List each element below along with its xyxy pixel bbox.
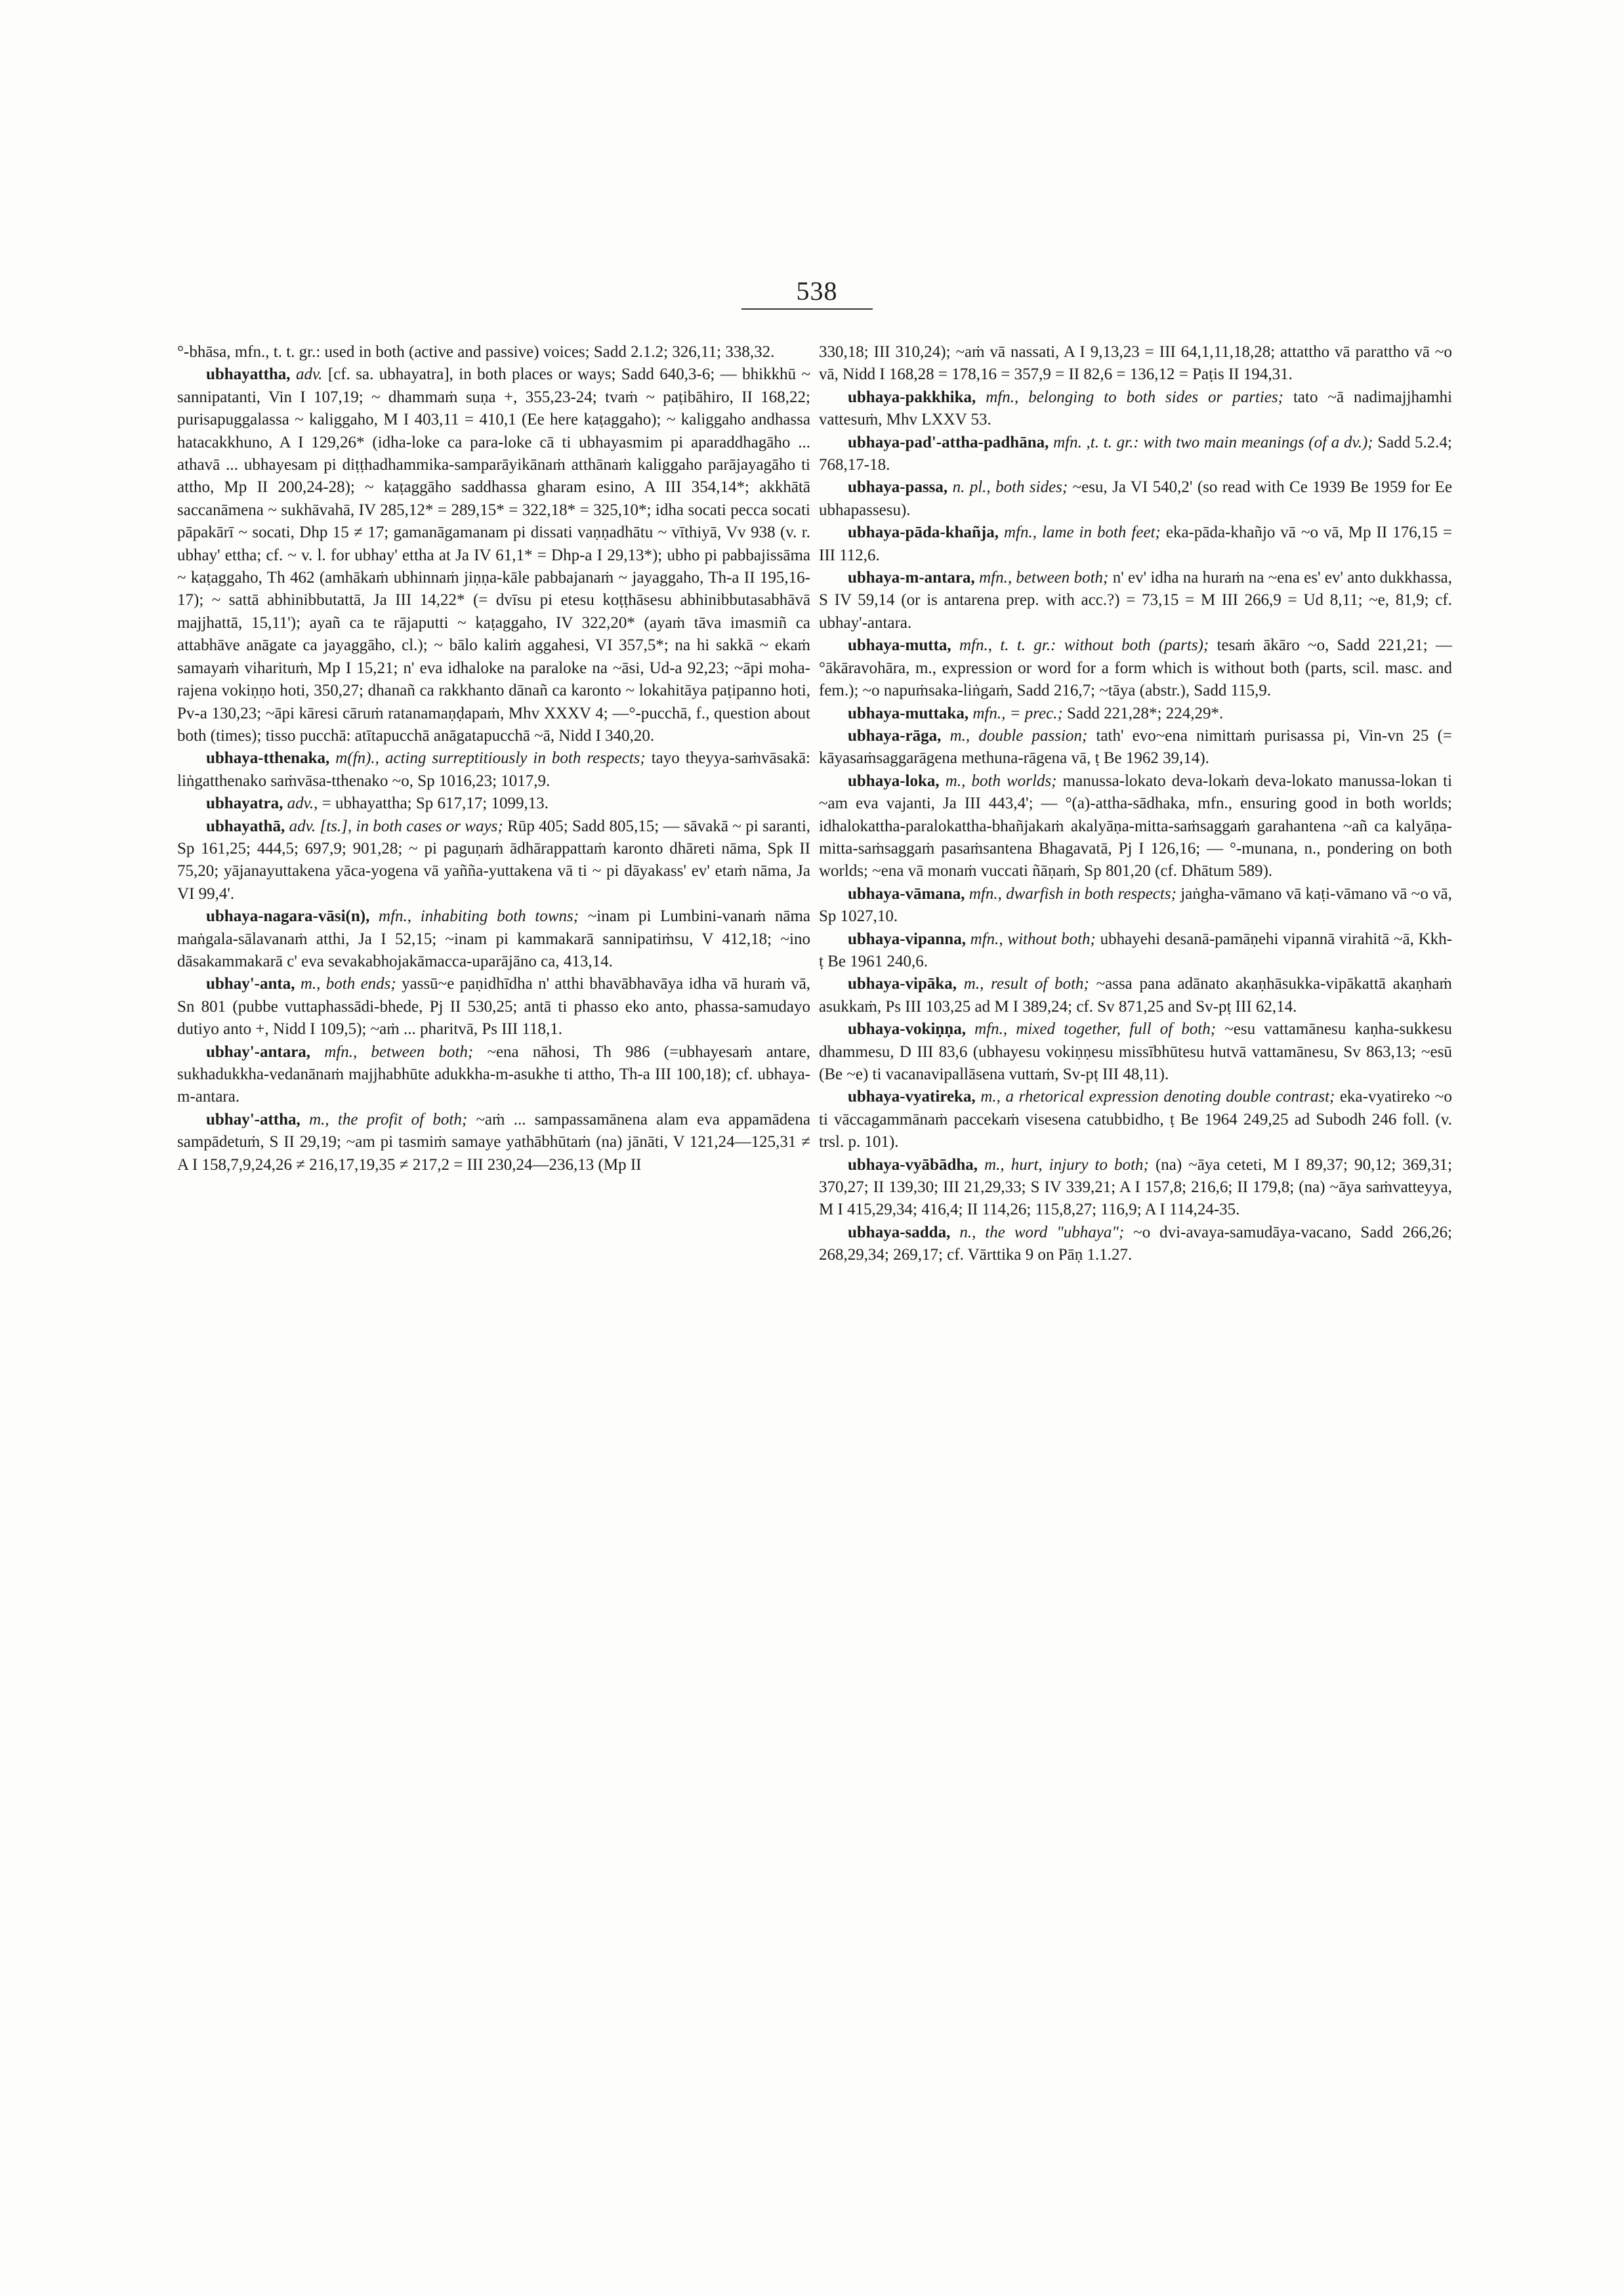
page-number: 538 bbox=[796, 276, 838, 306]
entry-body: tesaṁ ākāro ~o, Sadd 221,21; — °ākāravohāra, m., expression or word for a form which is without both (parts, scil. masc. and fem.); ~o napuṁsaka-liṅgaṁ, Sadd 216,7; ~tāya (abstr.), Sadd 115,9. bbox=[819, 636, 1452, 700]
dictionary-entry bbox=[819, 703, 1452, 725]
definition: between both; bbox=[1016, 569, 1109, 587]
dictionary-entry bbox=[177, 905, 810, 973]
definition: between both; bbox=[371, 1043, 474, 1061]
grammatical-category: m(fn)., bbox=[335, 749, 379, 768]
headword: ubhayathā, bbox=[206, 817, 285, 835]
dictionary-entry bbox=[177, 973, 810, 1041]
grammatical-category: m., bbox=[984, 1155, 1005, 1174]
entry-body: manussa-lokato deva-lokaṁ deva-lokato manussa-lokan ti ~am eva vajanti, Ja III 443,4'; — °(a)-attha-sādhaka, mfn., ensuring good in both worlds; idhalokattha-paralokattha-bhañjakaṁ akalyāṇa-mitta-saṁsaggaṁ garahantena ~añ ca kalyāṇa-mitta-saṁsaggaṁ pasaṁsantena Bhagavatā, Pj I 126,16; — °-munana, n., pondering on both worlds; ~ena vā monaṁ vuccati ñāṇaṁ, Sp 801,20 (cf. Dhātum 589). bbox=[819, 772, 1453, 880]
grammatical-category: adv. bbox=[295, 365, 323, 384]
dictionary-entry bbox=[177, 747, 810, 793]
dictionary-entry bbox=[819, 883, 1452, 928]
definition: both ends; bbox=[325, 975, 396, 993]
dictionary-entry bbox=[819, 386, 1452, 432]
headword: ubhay'-antara, bbox=[206, 1043, 311, 1061]
definition: the word "ubhaya"; bbox=[985, 1223, 1125, 1241]
headword: ubhaya-sadda, bbox=[848, 1223, 951, 1241]
grammatical-category: m., bbox=[309, 1110, 329, 1128]
dictionary-entry bbox=[177, 793, 810, 815]
definition: = prec.; bbox=[1009, 704, 1063, 722]
definition: mixed together, full of both; bbox=[1016, 1020, 1217, 1039]
entry-body: n' ev' idha na huraṁ na ~ena es' ev' anto dukkhassa, S IV 59,14 (or is antarena prep. with acc.?) = 73,15 = M III 266,9 = Ud 8,11; ~e, 81,9; cf. ubhay'-antara. bbox=[819, 569, 1453, 632]
grammatical-category: m., bbox=[949, 726, 970, 745]
entry-body: = ubhayattha; Sp 617,17; 1099,13. bbox=[322, 795, 549, 813]
entry-body: 330,18; III 310,24); ~aṁ vā nassati, A I 9,13,23 = III 64,1,11,18,28; attattho vā parattho vā ~o vā, Nidd I 168,28 = 178,16 = 357,9 = II 82,6 = 136,12 = Paṭis II 194,31. bbox=[819, 343, 1452, 384]
headword: ubhay'-attha, bbox=[206, 1110, 301, 1128]
entry-body: eka-pāda-khañjo vā ~o vā, Mp II 176,15 = III 112,6. bbox=[819, 524, 1453, 564]
entry-body: jaṅgha-vāmano vā kaṭi-vāmano vā ~o vā, Sp 1027,10. bbox=[819, 884, 1452, 926]
dictionary-entry bbox=[819, 725, 1452, 770]
definition: hurt, injury to both; bbox=[1010, 1155, 1149, 1174]
dictionary-entry bbox=[819, 341, 1452, 386]
grammatical-category: mfn., bbox=[974, 1020, 1008, 1039]
dictionary-entry bbox=[177, 1041, 810, 1109]
grammatical-category: mfn., bbox=[979, 569, 1012, 587]
headword: ubhaya-pad'-attha-padhāna, bbox=[848, 433, 1049, 451]
dictionary-entry bbox=[177, 341, 810, 363]
headword: ubhaya-vāmana, bbox=[848, 884, 965, 903]
headword: ubhaya-vipāka, bbox=[848, 975, 957, 993]
entry-body: Rūp 405; Sadd 805,15; — sāvakā ~ pi saranti, Sp 161,25; 444,5; 697,9; 901,28; ~ pi paguṇaṁ ādhārappattaṁ karonto dhāreti nāma, Spk II 75,20; yājanayuttakena yāca-yogena vā yañña-yuttakena vā ti ~ pi dāyakass' ev' etaṁ nāma, Ja VI 99,4'. bbox=[177, 817, 811, 903]
grammatical-category: adv., bbox=[287, 795, 318, 813]
entry-body: tath' evo~ena nimittaṁ purisassa pi, Vin-vn 25 (= kāyasaṁsaggarāgena methuna-rāgena vā, ṭ Be 1962 39,14). bbox=[819, 726, 1452, 768]
definition: both sides; bbox=[995, 478, 1068, 497]
headword: ubhaya-rāga, bbox=[848, 726, 942, 745]
grammatical-category: m., bbox=[945, 772, 966, 790]
headword: ubhaya-vokiṇṇa, bbox=[848, 1020, 966, 1039]
dictionary-entry bbox=[819, 1018, 1452, 1086]
right-column bbox=[819, 341, 1452, 1267]
dictionary-entry bbox=[819, 432, 1452, 477]
grammatical-category: mfn., bbox=[379, 907, 412, 926]
dictionary-entry bbox=[819, 567, 1452, 634]
dictionary-entry bbox=[819, 1086, 1452, 1153]
grammatical-category: n., bbox=[959, 1223, 976, 1241]
dictionary-entry bbox=[819, 522, 1452, 567]
dictionary-entry bbox=[819, 1154, 1452, 1222]
entry-body: ~ena nāhosi, Th 986 (=ubhayesaṁ antare, sukhadukkha-vedanānaṁ majjhabhūte adukkha-m-asukhe ti attho, Th-a III 100,18); cf. ubhaya-m-antara. bbox=[177, 1043, 811, 1106]
headword: ubhaya-pakkhika, bbox=[848, 388, 976, 406]
entry-body: °-bhāsa, mfn., t. t. gr.: used in both (active and passive) voices; Sadd 2.1.2; 326,11; 338,32. bbox=[177, 343, 775, 361]
entry-body: tato ~ā nadimajjhamhi vattesuṁ, Mhv LXXV 53. bbox=[819, 388, 1453, 429]
grammatical-category: mfn., bbox=[324, 1043, 358, 1061]
headword: ubhaya-vipanna, bbox=[848, 930, 966, 948]
headword: ubhaya-vyatireka, bbox=[848, 1088, 976, 1106]
definition: a rhetorical expression denoting double contrast; bbox=[1005, 1088, 1335, 1106]
headword: ubhaya-pāda-khañja, bbox=[848, 524, 999, 542]
entry-body: ~esu vattamānesu kaṇha-sukkesu dhammesu, D III 83,6 (ubhayesu vokiṇṇesu missībhūtesu hutvā vattamānesu, Sv 863,13; ~esū (Be ~e) ti vacanavipallāsena vuttaṁ, Sv-pṭ III 48,11). bbox=[819, 1020, 1453, 1083]
entry-body: Sadd 5.2.4; 768,17-18. bbox=[819, 433, 1452, 474]
definition: both worlds; bbox=[971, 772, 1057, 790]
headword: ubhaya-m-antara, bbox=[848, 569, 975, 587]
grammatical-category: mfn., bbox=[972, 704, 1006, 722]
entry-body: ~aṁ ... sampassamānena alam eva appamādena sampādetuṁ, S II 29,19; ~am pi tasmiṁ samaye yathābhūtaṁ (na) jānāti, V 121,24—125,31 ≠ A I 158,7,9,24,26 ≠ 216,17,19,35 ≠ 217,2 = III 230,24—236,13 (Mp II bbox=[177, 1110, 810, 1174]
grammatical-category: mfn., bbox=[986, 388, 1019, 406]
grammatical-category: mfn. ,t. t. gr.: bbox=[1053, 433, 1139, 451]
entry-body: yassū~e paṇidhīdha n' atthi bhavābhavāya idha vā huraṁ vā, Sn 801 (pubbe vuttaphassādi-bhede, Pj II 530,25; antā ti phasso eko anto, phassa-samudayo dutiyo anto +, Nidd I 109,5); ~aṁ ... pharitvā, Ps III 118,1. bbox=[177, 975, 811, 1039]
entry-body: [cf. sa. ubhayatra], in both places or ways; Sadd 640,3-6; — bhikkhū ~ sannipatanti, Vin I 107,19; ~ dhammaṁ suṇa +, 355,23-24; tvaṁ ~ paṭibāhiro, II 168,22; purisapuggalassa ~ kaliggaho, M I 403,11 = 410,1 (Ee here kaṭaggaho); ~ kaliggaho andhassa hatacakkhuno, A I 129,26* (idha-loke ca para-loke cā ti ubhayasmim pi aparaddhagāho ... athavā ... ubhayesam pi diṭṭhadhammika-samparāyikānaṁ atthānaṁ kaliggaho parājayagāho ti attho, Mp II 200,24-28); ~ kaṭaggāho saddhassa gharam esino, A III 354,14*; akkhātā saccanāmena ~ sukhāvahā, IV 285,12* = 289,15* = 322,18* = 325,10*; idha socati pecca socati pāpakārī ~ socati, Dhp 15 ≠ 17; gamanāgamanam pi dissati vaṇṇadhātu ~ vīthiyā, Vv 938 (v. r. ubhay' ettha; cf. ~ v. l. for ubhay' ettha at Ja IV 61,1* = Dhp-a I 29,13*); ubho pi pabbajissāma ~ kaṭaggaho, Th 462 (amhākaṁ ubhinnaṁ jiṇṇa-kāle pabbajanaṁ ~ jayaggaho, Th-a II 195,16-17); ~ sattā abhinibbutattā, Ja III 14,22* (= dvīsu pi etesu koṭṭhāsesu abhinibbutasabhāvā majjhattā, 15,11'); ayañ ca te rājaputti ~ kaṭaggaho, IV 322,20* (ayaṁ tāva imasmiñ ca attabhāve anāgate ca jayaggāho, cl.); ~ bālo kaliṁ aggahesi, VI 357,5*; na hi sakkā ~ ekaṁ samayaṁ viharituṁ, Mp I 15,21; n' eva idhaloke na paraloke na ~āsi, Ud-a 92,23; ~āpi moha-rajena vokiṇṇo hoti, 350,27; dhanañ ca rakkhanto dānañ ca karonto ~ lokahitāya paṭipanno hoti, Pv-a 130,23; ~āpi kāresi cāruṁ ratanamaṇḍapaṁ, Mhv XXXV 4; —°-pucchā, f., question about both (times); tisso pucchā: atītapucchā anāgatapucchā ~ā, Nidd I 340,20. bbox=[177, 365, 811, 745]
definition: the profit of both; bbox=[337, 1110, 468, 1128]
headword: ubhaya-nagara-vāsi(n), bbox=[206, 907, 370, 926]
dictionary-entry bbox=[177, 363, 810, 747]
definition: without both (parts); bbox=[1064, 636, 1209, 655]
entry-body: ubhayehi desanā-pamāṇehi vipannā virahitā ~ā, Kkh-ṭ Be 1961 240,6. bbox=[819, 930, 1453, 970]
grammatical-category: m., bbox=[980, 1088, 1001, 1106]
entry-body: ~o dvi-avaya-samudāya-vacano, Sadd 266,26; 268,29,34; 269,17; cf. Vārttika 9 on Pāṇ 1.1.27. bbox=[819, 1223, 1453, 1264]
definition: double passion; bbox=[978, 726, 1088, 745]
grammatical-category: mfn., t. t. gr.: bbox=[959, 636, 1056, 655]
entry-body: Sadd 221,28*; 224,29*. bbox=[1067, 704, 1224, 722]
dictionary-entry bbox=[177, 816, 810, 906]
entry-body: ~esu, Ja VI 540,2' (so read with Ce 1939 Be 1959 for Ee ubhapassesu). bbox=[819, 478, 1453, 519]
definition: belonging to both sides or parties; bbox=[1028, 388, 1283, 406]
dictionary-entry bbox=[819, 973, 1452, 1018]
definition: [ts.], in both cases or ways; bbox=[320, 817, 503, 835]
dictionary-entry bbox=[819, 634, 1452, 702]
headword: ubhaya-vyābādha, bbox=[848, 1155, 978, 1174]
grammatical-category: adv. bbox=[289, 817, 316, 835]
header-rule bbox=[741, 308, 873, 310]
dictionary-entry bbox=[819, 770, 1452, 883]
dictionary-entry bbox=[177, 1109, 810, 1176]
headword: ubhayatra, bbox=[206, 795, 283, 813]
grammatical-category: mfn., bbox=[970, 930, 1003, 948]
grammatical-category: m., bbox=[963, 975, 984, 993]
grammatical-category: mfn., bbox=[1003, 524, 1037, 542]
entry-body: ~assa pana adānato akaṇhāsukka-vipākattā akaṇhaṁ asukkaṁ, Ps III 103,25 ad M I 389,24; cf. Sv 871,25 and Sv-pṭ III 62,14. bbox=[819, 975, 1452, 1016]
definition: lame in both feet; bbox=[1041, 524, 1161, 542]
entry-body: eka-vyatireko ~o ti vāccagammānaṁ paccekaṁ visesena catubbidho, ṭ Be 1964 249,25 ad Subodh 246 foll. (v. trsl. p. 101). bbox=[819, 1088, 1453, 1151]
definition: with two main meanings (of a dv.); bbox=[1143, 433, 1373, 451]
headword: ubhay'-anta, bbox=[206, 975, 295, 993]
dictionary-entry bbox=[819, 928, 1452, 974]
headword: ubhaya-passa, bbox=[848, 478, 948, 497]
grammatical-category: m., bbox=[300, 975, 321, 993]
definition: result of both; bbox=[991, 975, 1089, 993]
dictionary-entry bbox=[819, 476, 1452, 522]
grammatical-category: n. pl., bbox=[952, 478, 991, 497]
definition: inhabiting both towns; bbox=[420, 907, 579, 926]
headword: ubhayattha, bbox=[206, 365, 291, 384]
entry-body: ~inam pi Lumbini-vanaṁ nāma maṅgala-sālavanaṁ atthi, Ja I 52,15; ~inam pi kammakarā sannipatiṁsu, V 412,18; ~ino dāsakammakarā c' eva sevakabhojakāmacca-uparājāno ca, 413,14. bbox=[177, 907, 811, 970]
entry-body: tayo theyya-saṁvāsakā: liṅgatthenako saṁvāsa-tthenako ~o, Sp 1016,23; 1017,9. bbox=[177, 749, 811, 790]
headword: ubhaya-muttaka, bbox=[848, 704, 969, 722]
headword: ubhaya-loka, bbox=[848, 772, 940, 790]
left-column bbox=[177, 341, 810, 1176]
entry-body: (na) ~āya ceteti, M I 89,37; 90,12; 369,31; 370,27; II 139,30; III 21,29,33; S IV 339,21; A I 157,8; 216,6; II 179,8; (na) ~āya saṁvatteyya, M I 415,29,34; 416,4; II 114,26; 115,8,27; 116,9; A I 114,24-35. bbox=[819, 1155, 1453, 1219]
headword: ubhaya-mutta, bbox=[848, 636, 951, 655]
dictionary-entry bbox=[819, 1222, 1452, 1267]
definition: without both; bbox=[1007, 930, 1096, 948]
definition: dwarfish in both respects; bbox=[1006, 884, 1176, 903]
definition: acting surreptitiously in both respects; bbox=[385, 749, 646, 768]
grammatical-category: mfn., bbox=[968, 884, 1002, 903]
headword: ubhaya-tthenaka, bbox=[206, 749, 330, 768]
